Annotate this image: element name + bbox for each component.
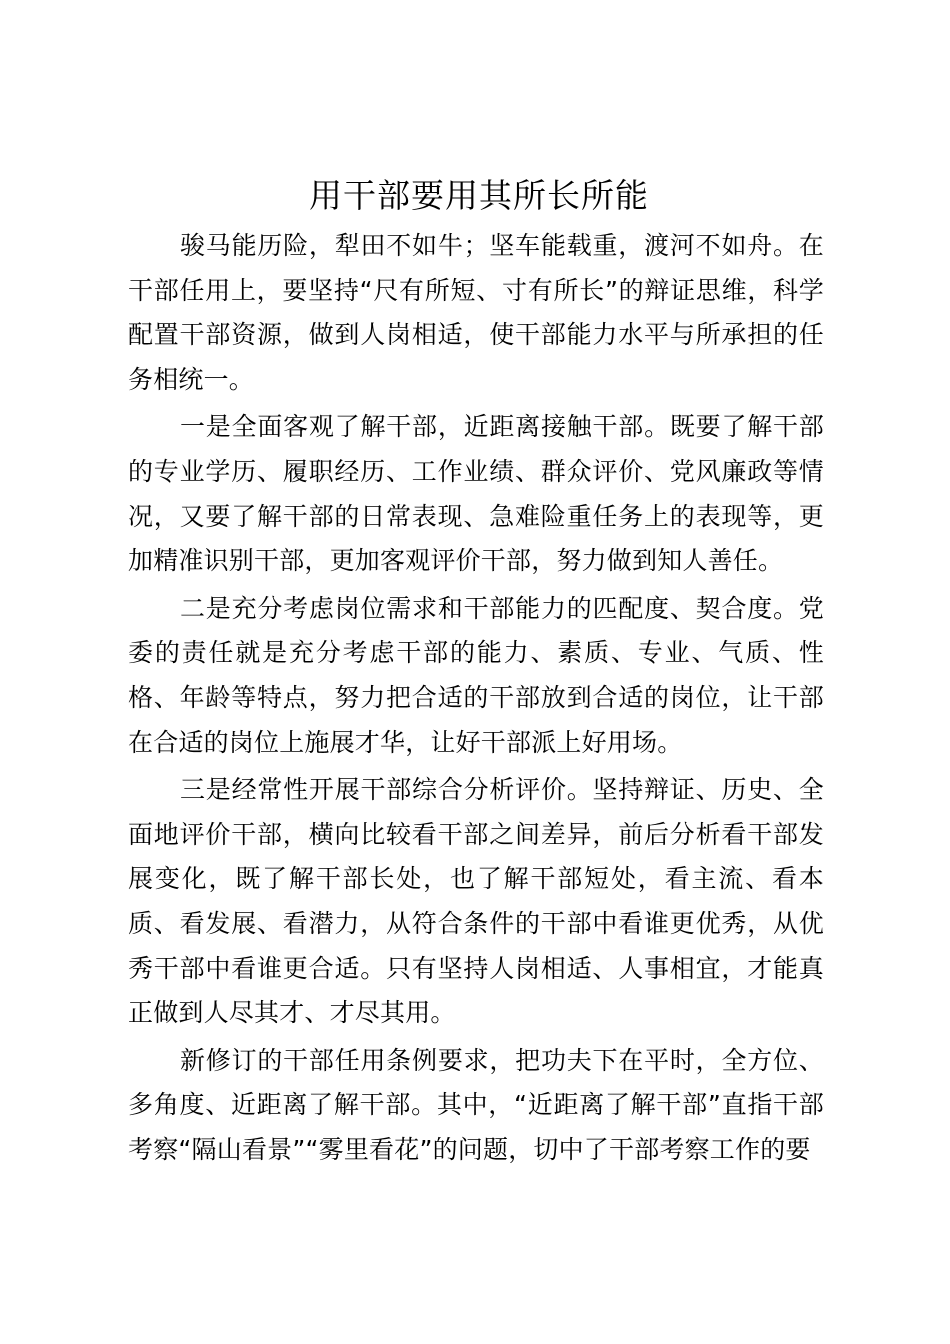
paragraph-regulation: 新修订的干部任用条例要求，把功夫下在平时，全方位、多角度、近距离了解干部。其中，“近距离了解干部”直指干部考察“隔山看景”“雾里看花”的问题，切中了干部考察工作的要 xyxy=(128,1045,824,1164)
paragraph-point-one: 一是全面客观了解干部，近距离接触干部。既要了解干部的专业学历、履职经历、工作业绩、群众评价、党风廉政等情况，又要了解干部的日常表现、急难险重任务上的表现等，更加精准识别干部，更加客观评价干部，努力做到知人善任。 xyxy=(128,412,824,576)
document-body xyxy=(128,224,824,1175)
paragraph-point-two: 二是充分考虑岗位需求和干部能力的匹配度、契合度。党委的责任就是充分考虑干部的能力、素质、专业、气质、性格、年龄等特点，努力把合适的干部放到合适的岗位，让干部在合适的岗位上施展才华，让好干部派上好用场。 xyxy=(128,593,824,757)
paragraph-intro: 骏马能历险，犁田不如牛；坚车能载重，渡河不如舟。在干部任用上，要坚持“尺有所短、寸有所长”的辩证思维，科学配置干部资源，做到人岗相适，使干部能力水平与所承担的任务相统一。 xyxy=(128,231,824,394)
document-title: 用干部要用其所长所能 xyxy=(309,176,649,215)
paragraph-point-three: 三是经常性开展干部综合分析评价。坚持辩证、历史、全面地评价干部，横向比较看干部之间差异，前后分析看干部发展变化，既了解干部长处，也了解干部短处，看主流、看本质、看发展、看潜力，从符合条件的干部中看谁更优秀，从优秀干部中看谁更合适。只有坚持人岗相适、人事相宜，才能真正做到人尽其才、才尽其用。 xyxy=(128,775,824,1028)
